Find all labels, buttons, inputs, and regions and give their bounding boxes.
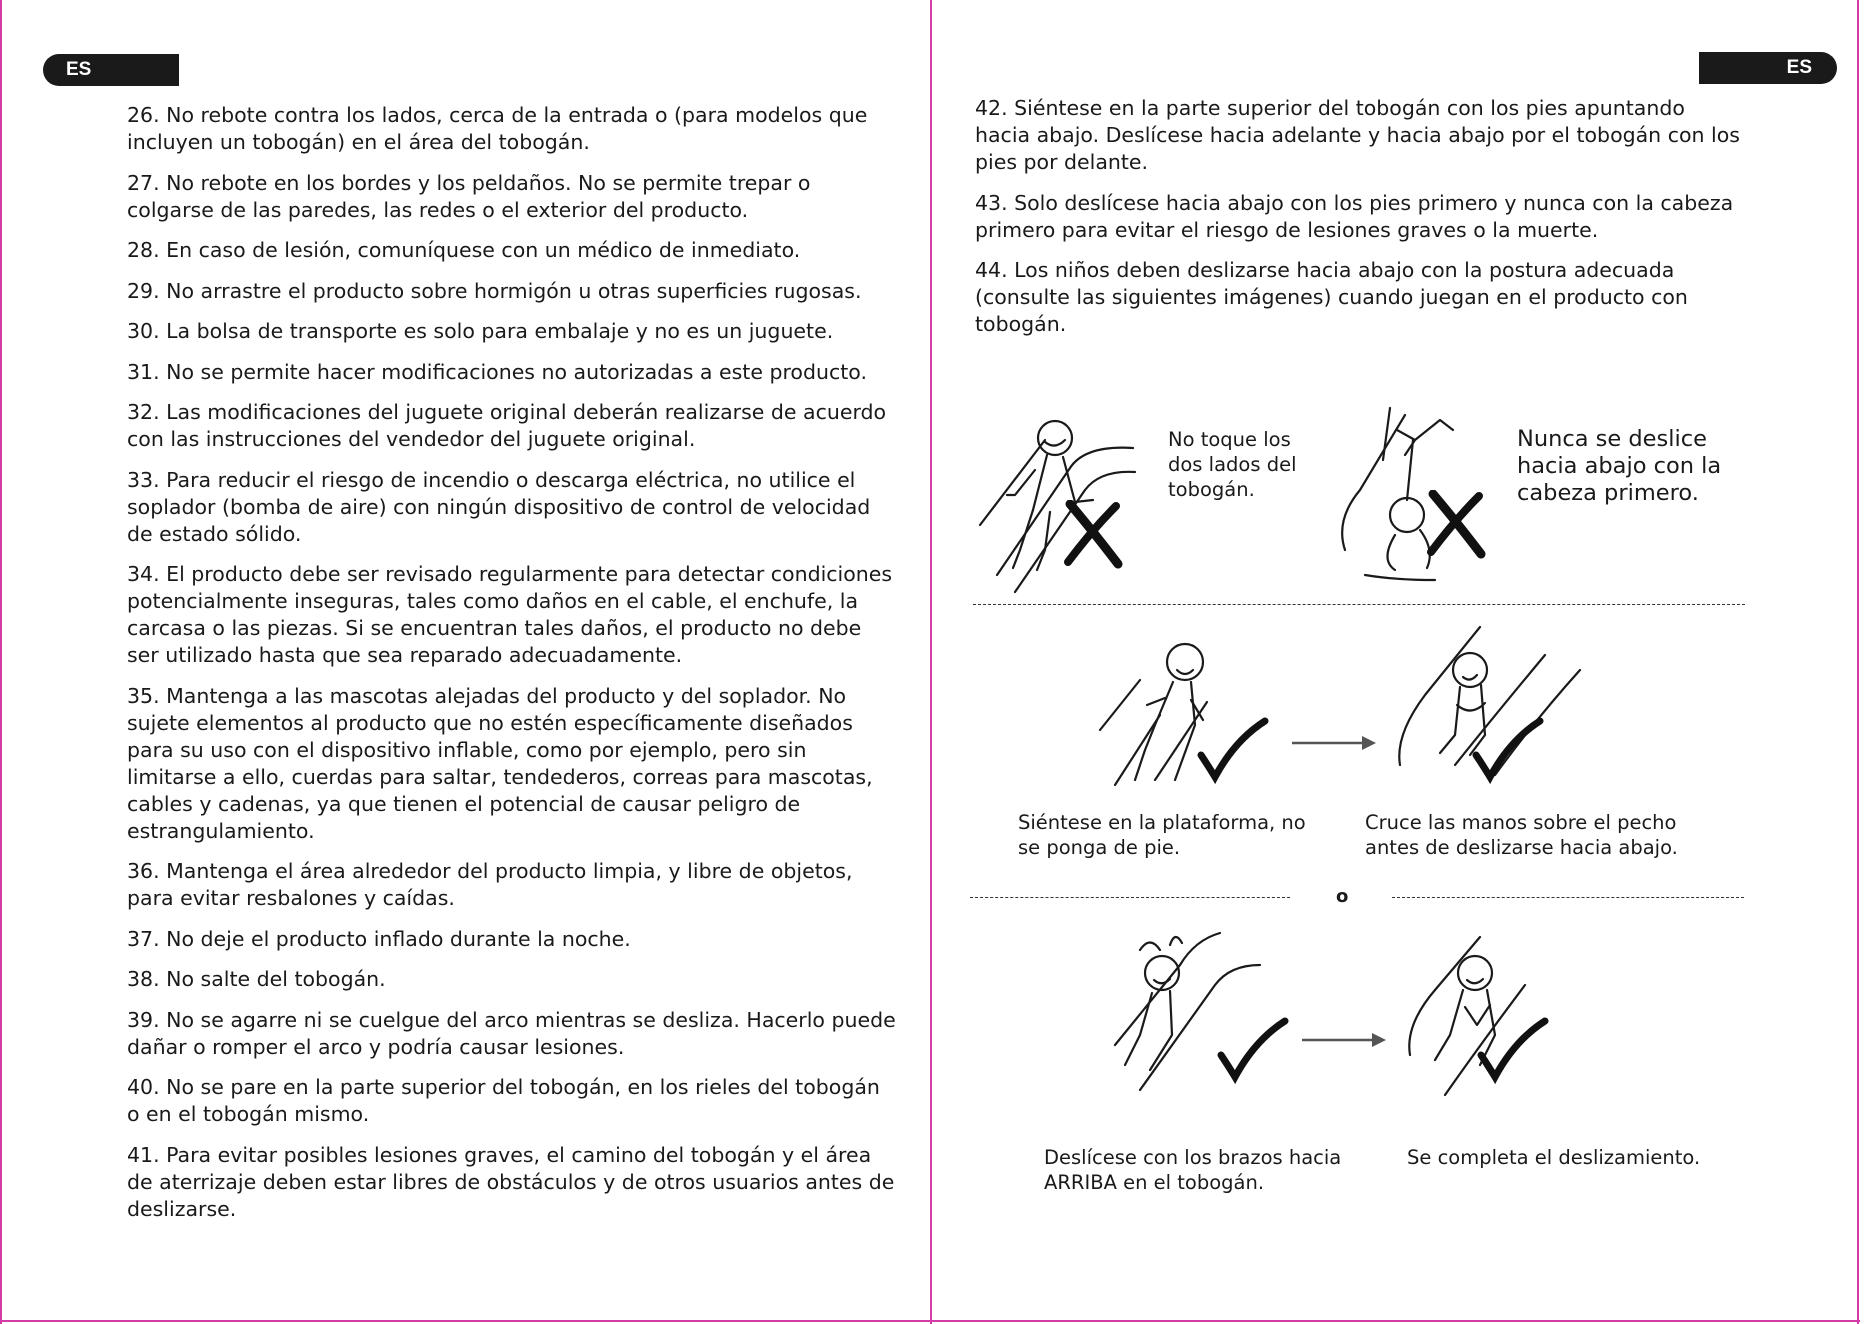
safety-item-38: 38. No salte del tobogán. — [127, 967, 386, 991]
safety-item-34: 34. El producto debe ser revisado regularmente para detectar condiciones potencialmente inseguras, tales como daños en el cable, el enchufe, la carcasa o las piezas. Si se encuentran tales daños, el producto no debe ser utilizado hasta que sea reparado adecuadamente. — [127, 562, 893, 667]
caption-slide-complete: Se completa el deslizamiento. — [1407, 1146, 1701, 1169]
or-separator: o — [1336, 886, 1349, 907]
check-icon — [1475, 1015, 1550, 1085]
check-icon — [1215, 1015, 1290, 1085]
arrow-right-icon — [1300, 1030, 1390, 1050]
safety-item-32: 32. Las modificaciones del juguete original deberán realizarse de acuerdo con las instrucciones del vendedor del juguete original. — [127, 400, 887, 451]
safety-item-39: 39. No se agarre ni se cuelgue del arco mientras se desliza. Hacerlo puede dañar o romper el arco y podría causar lesiones. — [127, 1007, 896, 1059]
wrong-x-icon — [1062, 500, 1126, 570]
divider-2-left — [970, 897, 1290, 898]
page-spine — [930, 0, 932, 1324]
check-icon — [1470, 715, 1545, 785]
page-border-right — [1857, 0, 1859, 1324]
caption-arms-up: Deslícese con los brazos hacia ARRIBA en el tobogán. — [1044, 1146, 1342, 1194]
page-border-left — [0, 0, 2, 1324]
safety-item-30: 30. La bolsa de transporte es solo para embalaje y no es un juguete. — [127, 319, 834, 343]
safety-item-40: 40. No se pare en la parte superior del tobogán, en los rieles del tobogán o en el tobogán mismo. — [127, 1075, 880, 1126]
language-tab-left: ES — [43, 54, 179, 86]
check-icon — [1195, 715, 1270, 785]
caption-cross-hands: Cruce las manos sobre el pecho antes de deslizarse hacia abajo. — [1365, 811, 1678, 859]
safety-item-41: 41. Para evitar posibles lesiones graves, el camino del tobogán y el área de aterrizaje deben estar libres de obstáculos y de otros usuarios antes de deslizarse. — [127, 1142, 895, 1221]
right-column — [975, 95, 1745, 352]
safety-item-31: 31. No se permite hacer modificaciones no autorizadas a este producto. — [127, 359, 867, 384]
arrow-right-icon — [1290, 733, 1380, 753]
divider-2-right — [1392, 897, 1744, 898]
safety-item-33: 33. Para reducir el riesgo de incendio o descarga eléctrica, no utilice el soplador (bomba de aire) con ningún dispositivo de control de velocidad de estado sólido. — [127, 467, 871, 546]
page-border-bottom — [0, 1320, 1860, 1322]
safety-item-26: 26. No rebote contra los lados, cerca de la entrada o (para modelos que incluyen un tobogán) en el área del tobogán. — [127, 103, 868, 154]
safety-item-43: 43. Solo deslícese hacia abajo con los pies primero y nunca con la cabeza primero para evitar el riesgo de lesiones graves o la muerte. — [975, 190, 1734, 242]
caption-no-touch: No toque los dos lados del tobogán. — [1168, 428, 1297, 501]
safety-item-44: 44. Los niños deben deslizarse hacia abajo con la postura adecuada (consulte las siguientes imágenes) cuando juegan en el producto con tobogán. — [975, 258, 1688, 336]
safety-item-29: 29. No arrastre el producto sobre hormigón u otras superficies rugosas. — [127, 278, 862, 303]
safety-item-42: 42. Siéntese en la parte superior del tobogán con los pies apuntando hacia abajo. Deslícese hacia adelante y hacia abajo por el tobogán con los pies por delante. — [975, 96, 1740, 174]
safety-item-35: 35. Mantenga a las mascotas alejadas del producto y del soplador. No sujete elementos al producto que no estén específicamente diseñados para su uso con el dispositivo inflable, como por ejemplo, pero sin limitarse a ello, cuerdas para saltar, tendederos, correas para mascotas, cables y cadenas, ya que tienen el potencial de causar peligro de estrangulamiento. — [127, 683, 873, 843]
safety-item-36: 36. Mantenga el área alrededor del producto limpia, y libre de objetos, para evitar resbalones y caídas. — [127, 859, 853, 910]
safety-item-27: 27. No rebote en los bordes y los peldaños. No se permite trepar o colgarse de las paredes, las redes o el exterior del producto. — [127, 170, 811, 222]
safety-item-37: 37. No deje el producto inflado durante la noche. — [127, 926, 631, 951]
caption-no-head-first: Nunca se deslice hacia abajo con la cabeza primero. — [1517, 426, 1722, 506]
language-tab-right: ES — [1699, 52, 1837, 84]
divider-1 — [973, 604, 1745, 605]
safety-item-28: 28. En caso de lesión, comuníquese con un médico de inmediato. — [127, 238, 801, 262]
wrong-x-icon — [1425, 490, 1489, 560]
caption-sit-platform: Siéntese en la plataforma, no se ponga de pie. — [1018, 811, 1306, 859]
left-column — [127, 102, 897, 1236]
